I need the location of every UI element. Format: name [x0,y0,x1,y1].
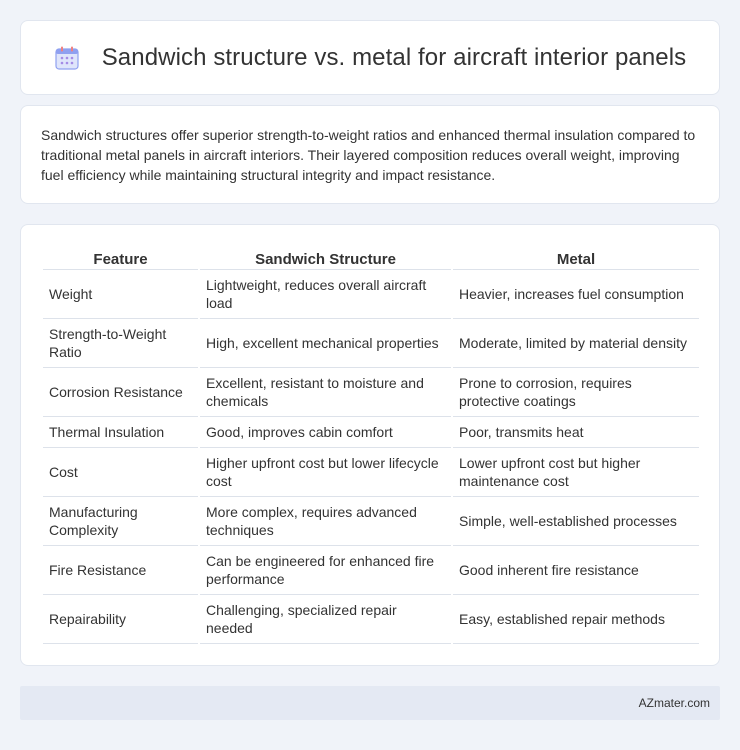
comparison-table [41,245,701,644]
feature-cell: Cost [43,448,198,497]
intro-card [20,105,720,204]
header-metal: Metal [453,245,699,270]
metal-cell: Prone to corrosion, requires protective coatings [453,368,699,417]
sandwich-cell: More complex, requires advanced techniques [200,497,451,546]
footer-source-link[interactable]: AZmater.com [638,696,710,710]
title-card [20,20,720,95]
sandwich-cell: Good, improves cabin comfort [200,417,451,448]
sandwich-cell: High, excellent mechanical properties [200,319,451,368]
table-row [43,319,699,368]
table-header-row [43,245,699,270]
footer-bar [20,686,720,720]
table-row [43,497,699,546]
sandwich-cell: Challenging, specialized repair needed [200,595,451,644]
table-row [43,546,699,595]
metal-cell: Poor, transmits heat [453,417,699,448]
feature-cell: Strength-to-Weight Ratio [43,319,198,368]
feature-cell: Fire Resistance [43,546,198,595]
table-row [43,270,699,319]
sandwich-cell: Can be engineered for enhanced fire performance [200,546,451,595]
intro-paragraph: Sandwich structures offer superior strength-to-weight ratios and enhanced thermal insulation compared to traditional metal panels in aircraft interiors. Their layered composition reduces overall weight, improving fuel efficiency while maintaining structural integrity and impact resistance. [41,127,696,183]
metal-cell: Simple, well-established processes [453,497,699,546]
sandwich-cell: Lightweight, reduces overall aircraft load [200,270,451,319]
table-row [43,595,699,644]
feature-cell: Manufacturing Complexity [43,497,198,546]
feature-cell: Weight [43,270,198,319]
comparison-table-card [20,224,720,666]
metal-cell: Moderate, limited by material density [453,319,699,368]
metal-cell: Heavier, increases fuel consumption [453,270,699,319]
calendar-icon [54,45,80,71]
feature-cell: Thermal Insulation [43,417,198,448]
table-row [43,368,699,417]
metal-cell: Easy, established repair methods [453,595,699,644]
table-row [43,417,699,448]
header-feature: Feature [43,245,198,270]
page-title: Sandwich structure vs. metal for aircraft interior panels [101,43,687,71]
metal-cell: Lower upfront cost but higher maintenance cost [453,448,699,497]
feature-cell: Corrosion Resistance [43,368,198,417]
feature-cell: Repairability [43,595,198,644]
sandwich-cell: Higher upfront cost but lower lifecycle cost [200,448,451,497]
table-row [43,448,699,497]
metal-cell: Good inherent fire resistance [453,546,699,595]
header-sandwich-structure: Sandwich Structure [200,245,451,270]
sandwich-cell: Excellent, resistant to moisture and chemicals [200,368,451,417]
